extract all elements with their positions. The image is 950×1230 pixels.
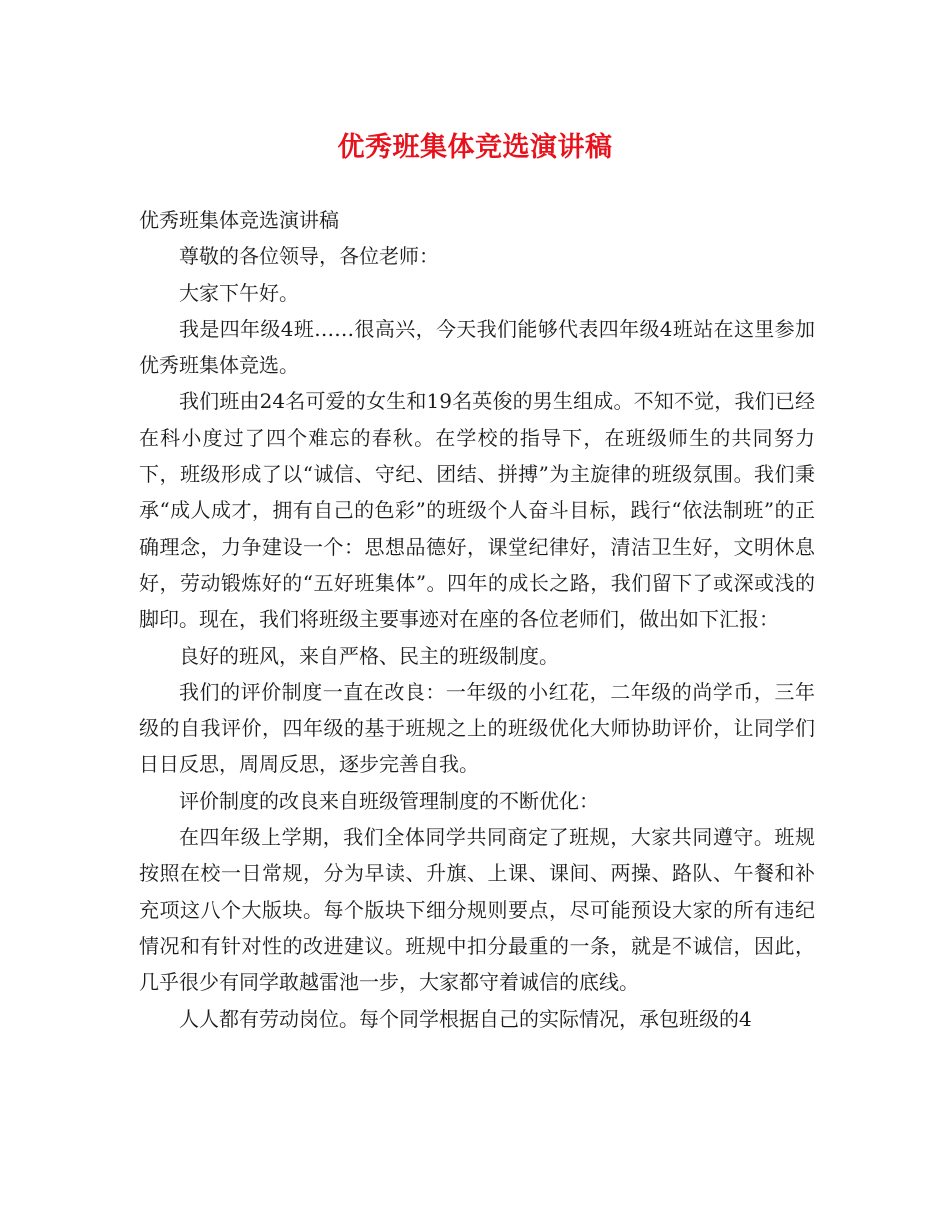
- document-title: 优秀班集体竞选演讲稿: [337, 132, 613, 163]
- document-body: [139, 202, 815, 1037]
- paragraph: 良好的班风，来自严格、民主的班级制度。: [179, 643, 559, 668]
- paragraph: 我是四年级4班……很高兴，今天我们能够代表四年级4班站在这里参加优秀班集体竞选。: [139, 316, 815, 378]
- paragraph: 尊敬的各位领导，各位老师：: [179, 244, 439, 269]
- paragraph: 我们班由24名可爱的女生和19名英俊的男生组成。不知不觉，我们已经在科小度过了四个难忘的春秋。在学校的指导下，在班级师生的共同努力下，班级形成了以“诚信、守纪、团结、拼搏”为主旋律的班级氛围。我们秉承“成人成才，拥有自己的色彩”的班级个人奋斗目标，践行“依法制班”的正确理念，力争建设一个：思想品德好，课堂纪律好，清洁卫生好，文明休息好，劳动锻炼好的“五好班集体”。四年的成长之路，我们留下了或深或浅的脚印。现在，我们将班级主要事迹对在座的各位老师们，做出如下汇报：: [139, 389, 815, 632]
- paragraph: 在四年级上学期，我们全体同学共同商定了班规，大家共同遵守。班规按照在校一日常规，分为早读、升旗、上课、课间、两操、路队、午餐和补充项这八个大版块。每个版块下细分规则要点，尽可能预设大家的所有违纪情况和有针对性的改进建议。班规中扣分最重的一条，就是不诚信，因此，几乎很少有同学敢越雷池一步，大家都守着诚信的底线。: [139, 825, 815, 995]
- paragraph: 我们的评价制度一直在改良：一年级的小红花，二年级的尚学币，三年级的自我评价，四年级的基于班规之上的班级优化大师协助评价，让同学们日日反思，周周反思，逐步完善自我。: [139, 679, 815, 777]
- paragraph: 评价制度的改良来自班级管理制度的不断优化：: [179, 788, 599, 813]
- paragraph: 人人都有劳动岗位。每个同学根据自己的实际情况，承包班级的4: [179, 1006, 752, 1031]
- paragraph: 大家下午好。: [179, 280, 299, 305]
- paragraph: 优秀班集体竞选演讲稿: [139, 208, 339, 232]
